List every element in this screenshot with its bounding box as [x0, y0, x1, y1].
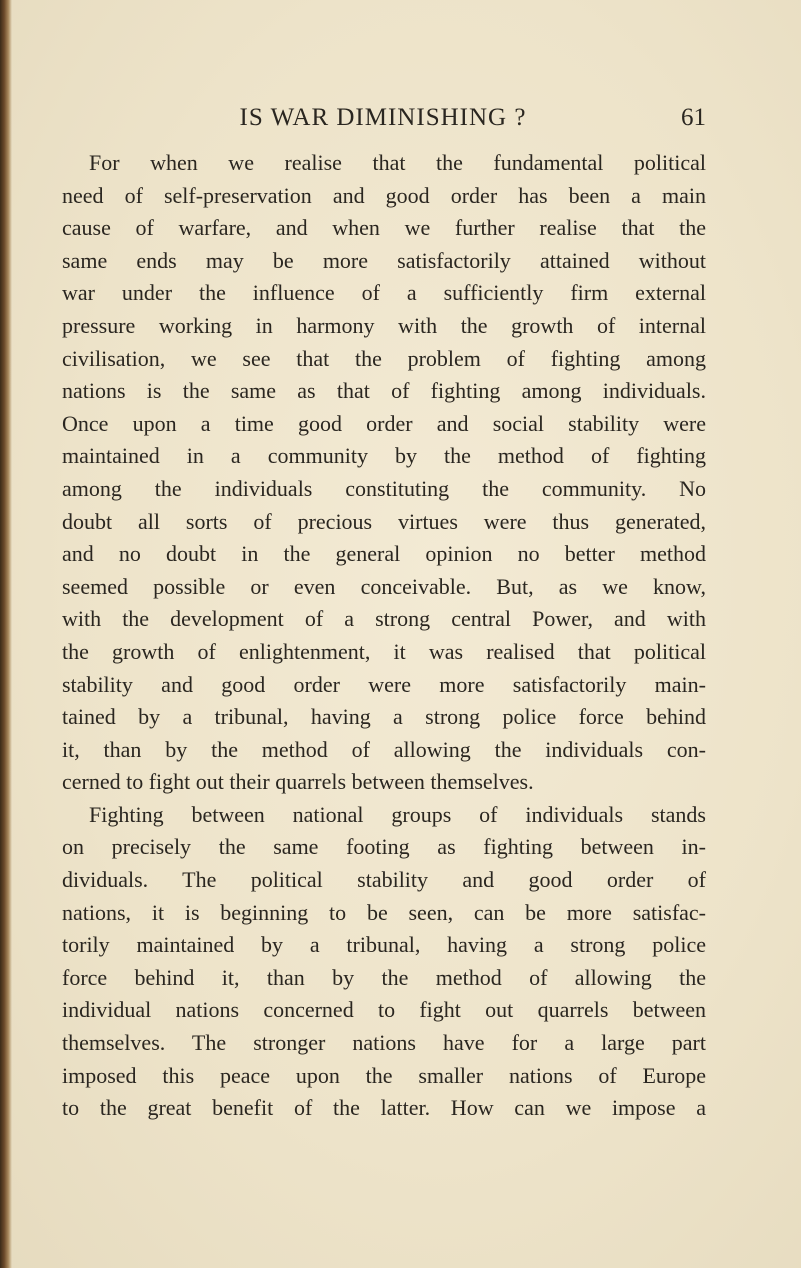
- text-line: stability and good order were more satisfactorily main-: [62, 671, 706, 697]
- book-binding-edge: [0, 0, 12, 1268]
- text-line: cerned to fight out their quarrels between themselves.: [62, 769, 534, 795]
- text-line: imposed this peace upon the smaller nations of Europe: [62, 1062, 706, 1088]
- text-line: nations, it is beginning to be seen, can be more satisfac-: [62, 899, 706, 925]
- text-line: torily maintained by a tribunal, having a strong police: [62, 932, 706, 958]
- text-line: among the individuals constituting the community. No: [62, 475, 706, 501]
- text-line: nations is the same as that of fighting among individuals.: [62, 378, 706, 404]
- text-line: civilisation, we see that the problem of fighting among: [62, 345, 706, 371]
- text-line: Once upon a time good order and social stability were: [62, 410, 706, 436]
- running-title: IS WAR DIMINISHING ?: [239, 104, 527, 131]
- text-line: For when we realise that the fundamental political: [89, 150, 706, 175]
- text-line: it, than by the method of allowing the individuals con-: [62, 736, 706, 762]
- text-line: on precisely the same footing as fighting between in-: [62, 834, 706, 860]
- text-line: doubt all sorts of precious virtues were thus generated,: [62, 508, 706, 534]
- page-header: [60, 101, 706, 135]
- text-line: the growth of enlightenment, it was realised that political: [62, 638, 706, 664]
- text-line: dividuals. The political stability and good order of: [62, 867, 706, 893]
- text-line: with the development of a strong central Power, and with: [62, 606, 706, 632]
- text-line: force behind it, than by the method of allowing the: [62, 964, 706, 990]
- text-line: maintained in a community by the method of fighting: [62, 443, 706, 469]
- text-line: cause of warfare, and when we further realise that the: [62, 215, 706, 241]
- text-line: seemed possible or even conceivable. But, as we know,: [62, 573, 706, 599]
- text-line: and no doubt in the general opinion no better method: [62, 541, 706, 567]
- text-line: same ends may be more satisfactorily attained without: [62, 247, 706, 273]
- page-number: 61: [681, 104, 706, 131]
- text-line: pressure working in harmony with the growth of internal: [62, 312, 706, 338]
- body-text: [62, 147, 706, 1125]
- text-line: themselves. The stronger nations have for a large part: [62, 1030, 706, 1056]
- text-line: war under the influence of a sufficiently firm external: [62, 280, 706, 306]
- text-line: need of self-preservation and good order has been a main: [62, 182, 706, 208]
- text-line: Fighting between national groups of individuals stands: [89, 801, 706, 827]
- text-line: individual nations concerned to fight out quarrels between: [62, 997, 706, 1023]
- text-line: tained by a tribunal, having a strong police force behind: [62, 704, 706, 730]
- text-line: to the great benefit of the latter. How can we impose a: [62, 1095, 706, 1121]
